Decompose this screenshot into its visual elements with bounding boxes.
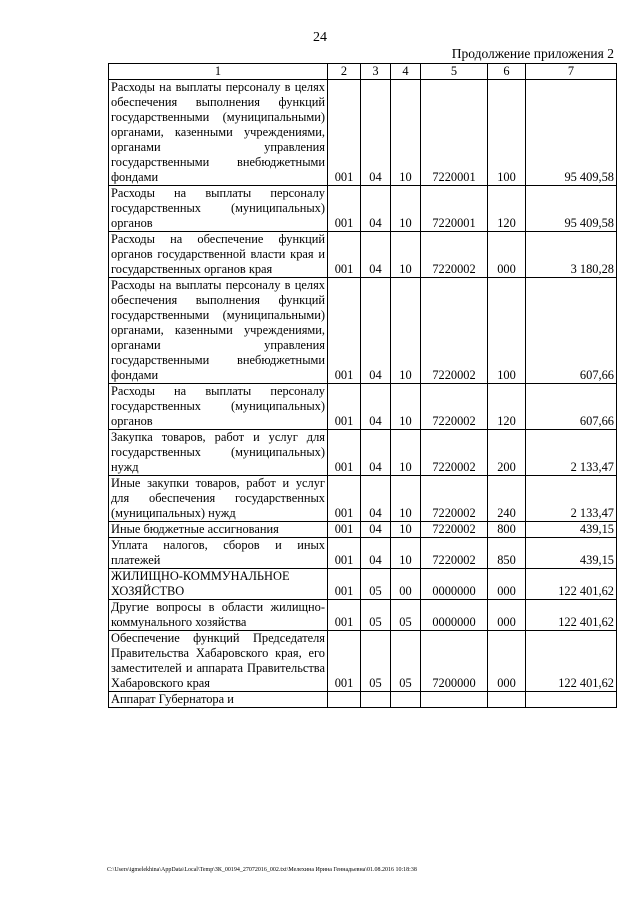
table-row <box>109 569 617 600</box>
cell-target-article: 0000000 <box>421 600 488 631</box>
row-description: Уплата налогов, сборов и иных платежей <box>109 538 328 569</box>
cell-target-article: 7220002 <box>421 384 488 430</box>
cell-ministry <box>328 692 361 708</box>
cell-amount: 607,66 <box>526 278 617 384</box>
cell-amount: 439,15 <box>526 538 617 569</box>
cell-subsection: 10 <box>391 522 421 538</box>
cell-expense-type: 000 <box>488 232 526 278</box>
cell-target-article: 7200000 <box>421 631 488 692</box>
cell-subsection: 00 <box>391 569 421 600</box>
cell-expense-type: 850 <box>488 538 526 569</box>
header-row <box>109 64 617 80</box>
cell-subsection: 10 <box>391 384 421 430</box>
cell-ministry: 001 <box>328 631 361 692</box>
table-row <box>109 384 617 430</box>
cell-amount: 2 133,47 <box>526 476 617 522</box>
cell-expense-type: 800 <box>488 522 526 538</box>
cell-ministry: 001 <box>328 232 361 278</box>
row-description: Расходы на выплаты персоналу в целях обеспечения выполнения функций государственными (муниципальными) органами, казенными учреждениями, органами управления государственными внебюджетными фондами <box>109 80 328 186</box>
cell-ministry: 001 <box>328 522 361 538</box>
table-row <box>109 278 617 384</box>
row-description: Расходы на обеспечение функций органов государственной власти края и государственных органов края <box>109 232 328 278</box>
cell-section: 04 <box>361 278 391 384</box>
cell-ministry: 001 <box>328 430 361 476</box>
cell-amount: 122 401,62 <box>526 631 617 692</box>
cell-ministry: 001 <box>328 80 361 186</box>
cell-section: 04 <box>361 232 391 278</box>
cell-expense-type: 120 <box>488 186 526 232</box>
cell-expense-type: 200 <box>488 430 526 476</box>
col-header-2: 2 <box>328 64 361 80</box>
row-description: Расходы на выплаты персоналу государственных (муниципальных) органов <box>109 384 328 430</box>
cell-amount: 3 180,28 <box>526 232 617 278</box>
cell-target-article: 7220002 <box>421 232 488 278</box>
cell-amount: 95 409,58 <box>526 80 617 186</box>
cell-subsection: 10 <box>391 80 421 186</box>
row-description: ЖИЛИЩНО-КОММУНАЛЬНОЕ ХОЗЯЙСТВО <box>109 569 328 600</box>
cell-section: 04 <box>361 186 391 232</box>
cell-target-article: 7220002 <box>421 538 488 569</box>
cell-target-article: 0000000 <box>421 569 488 600</box>
cell-section: 04 <box>361 476 391 522</box>
table-row <box>109 631 617 692</box>
cell-section: 04 <box>361 430 391 476</box>
cell-subsection: 10 <box>391 278 421 384</box>
table-row <box>109 692 617 708</box>
cell-section: 04 <box>361 522 391 538</box>
row-description: Расходы на выплаты персоналу в целях обеспечения выполнения функций государственными (муниципальными) органами, казенными учреждениями, органами управления государственными внебюджетными фондами <box>109 278 328 384</box>
cell-expense-type: 100 <box>488 278 526 384</box>
cell-ministry: 001 <box>328 476 361 522</box>
cell-target-article: 7220001 <box>421 186 488 232</box>
col-header-7: 7 <box>526 64 617 80</box>
row-description: Аппарат Губернатора и <box>109 692 328 708</box>
cell-subsection: 10 <box>391 232 421 278</box>
cell-target-article: 7220001 <box>421 80 488 186</box>
cell-subsection: 10 <box>391 430 421 476</box>
cell-section: 04 <box>361 538 391 569</box>
cell-ministry: 001 <box>328 600 361 631</box>
cell-expense-type <box>488 692 526 708</box>
cell-expense-type: 000 <box>488 631 526 692</box>
cell-target-article <box>421 692 488 708</box>
col-header-1: 1 <box>109 64 328 80</box>
cell-subsection: 05 <box>391 631 421 692</box>
cell-ministry: 001 <box>328 278 361 384</box>
cell-amount <box>526 692 617 708</box>
row-description: Обеспечение функций Председателя Правительства Хабаровского края, его заместителей и аппарата Правительства Хабаровского края <box>109 631 328 692</box>
cell-target-article: 7220002 <box>421 476 488 522</box>
row-description: Расходы на выплаты персоналу государственных (муниципальных) органов <box>109 186 328 232</box>
cell-expense-type: 000 <box>488 600 526 631</box>
cell-target-article: 7220002 <box>421 522 488 538</box>
row-description: Другие вопросы в области жилищно-коммунального хозяйства <box>109 600 328 631</box>
cell-section: 05 <box>361 631 391 692</box>
cell-subsection <box>391 692 421 708</box>
table-row <box>109 186 617 232</box>
cell-amount: 439,15 <box>526 522 617 538</box>
col-header-3: 3 <box>361 64 391 80</box>
col-header-5: 5 <box>421 64 488 80</box>
continuation-note: Продолжение приложения 2 <box>451 46 614 61</box>
cell-section <box>361 692 391 708</box>
cell-target-article: 7220002 <box>421 430 488 476</box>
cell-section: 05 <box>361 600 391 631</box>
footer-file-path: C:\Users\igmelekhina\AppData\Local\Temp\ЗК_00194_27072016_002.txt\Мелехина Ирина Геннадьевна\01.08.2016 10:18:38 <box>107 867 417 873</box>
cell-section: 05 <box>361 569 391 600</box>
cell-amount: 607,66 <box>526 384 617 430</box>
table-row <box>109 600 617 631</box>
table-row <box>109 232 617 278</box>
row-description: Иные бюджетные ассигнования <box>109 522 328 538</box>
page-number: 24 <box>313 30 327 45</box>
row-description: Иные закупки товаров, работ и услуг для обеспечения государственных (муниципальных) нужд <box>109 476 328 522</box>
cell-expense-type: 120 <box>488 384 526 430</box>
cell-amount: 122 401,62 <box>526 569 617 600</box>
cell-amount: 95 409,58 <box>526 186 617 232</box>
cell-expense-type: 100 <box>488 80 526 186</box>
cell-target-article: 7220002 <box>421 278 488 384</box>
cell-subsection: 10 <box>391 538 421 569</box>
table-row <box>109 476 617 522</box>
cell-ministry: 001 <box>328 538 361 569</box>
cell-ministry: 001 <box>328 186 361 232</box>
table-row <box>109 430 617 476</box>
col-header-6: 6 <box>488 64 526 80</box>
cell-expense-type: 000 <box>488 569 526 600</box>
table-row <box>109 80 617 186</box>
cell-subsection: 10 <box>391 186 421 232</box>
cell-section: 04 <box>361 80 391 186</box>
row-description: Закупка товаров, работ и услуг для государственных (муниципальных) нужд <box>109 430 328 476</box>
cell-subsection: 10 <box>391 476 421 522</box>
cell-expense-type: 240 <box>488 476 526 522</box>
budget-table <box>108 63 617 708</box>
cell-section: 04 <box>361 384 391 430</box>
cell-ministry: 001 <box>328 384 361 430</box>
cell-amount: 2 133,47 <box>526 430 617 476</box>
table-row <box>109 522 617 538</box>
cell-amount: 122 401,62 <box>526 600 617 631</box>
col-header-4: 4 <box>391 64 421 80</box>
cell-ministry: 001 <box>328 569 361 600</box>
table-row <box>109 538 617 569</box>
cell-subsection: 05 <box>391 600 421 631</box>
